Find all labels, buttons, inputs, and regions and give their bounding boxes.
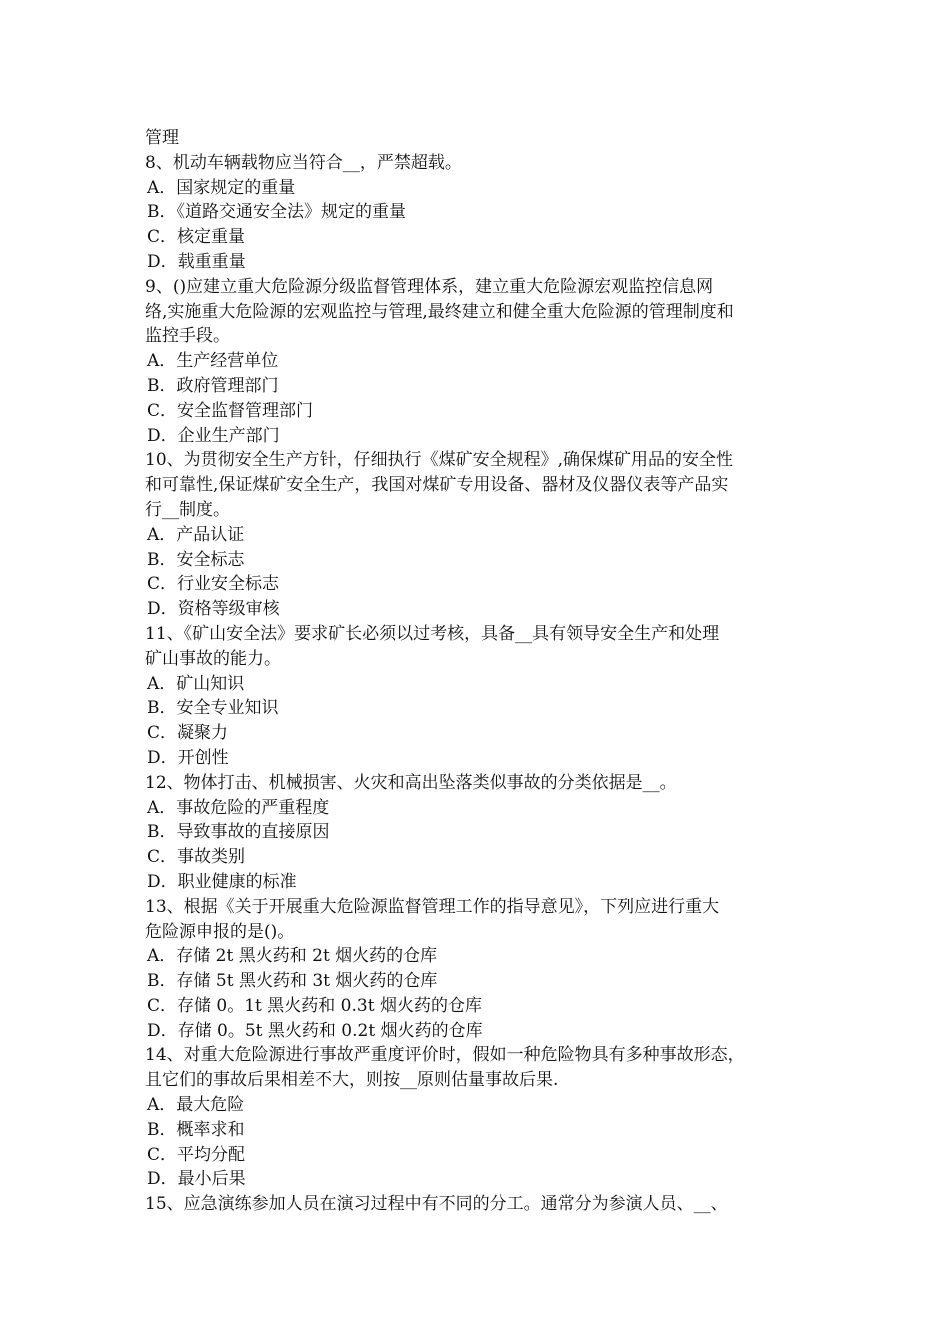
question-8: [145, 151, 810, 275]
question-text-line: 14、对重大危险源进行事故严重度评价时，假如一种危险物具有多种事故形态，: [145, 1045, 745, 1066]
option-a: A．矿山知识: [147, 673, 245, 694]
option-d: D．企业生产部门: [147, 425, 280, 446]
option-a: A．国家规定的重量: [147, 177, 296, 198]
option-d: D．资格等级审核: [147, 599, 280, 620]
question-text-line: 10、为贯彻安全生产方针，仔细执行《煤矿安全规程》,确保煤矿用品的安全性: [145, 450, 734, 471]
option-c: C．事故类别: [147, 847, 246, 868]
option-c: C．安全监督管理部门: [147, 400, 314, 421]
question-text-line: 9、()应建立重大危险源分级监督管理体系，建立重大危险源宏观监控信息网: [145, 276, 714, 297]
question-text: 8、机动车辆载物应当符合__，严禁超载。: [145, 152, 462, 173]
option-d: D．职业健康的标准: [147, 871, 297, 892]
question-15: [145, 1192, 810, 1217]
option-c: C．核定重量: [147, 227, 246, 248]
question-text-line: 危险源申报的是()。: [145, 921, 295, 942]
question-12: [145, 771, 810, 895]
option-b: B．概率求和: [147, 1119, 245, 1140]
option-a: A．存储 2t 黑火药和 2t 烟火药的仓库: [147, 946, 438, 967]
question-text-line: 且它们的事故后果相差不大，则按__原则估量事故后果.: [145, 1070, 559, 1091]
document-page: [145, 126, 810, 1217]
question-text-line: 监控手段。: [145, 326, 230, 347]
question-text-line: 11、《矿山安全法》要求矿长必须以过考核，具备__具有领导安全生产和处理: [145, 623, 720, 644]
question-10: [145, 448, 810, 622]
leading-fragment: 管理: [145, 128, 179, 148]
question-13: [145, 895, 810, 1044]
option-a: A．产品认证: [147, 524, 245, 545]
question-11: [145, 622, 810, 771]
option-c: C．存储 0。1t 黑火药和 0.3t 烟火药的仓库: [147, 995, 482, 1016]
question-text-line: 行__制度。: [145, 499, 230, 520]
question-text-line: 络,实施重大危险源的宏观监控与管理,最终建立和健全重大危险源的管理制度和: [145, 301, 734, 322]
option-a: A．生产经营单位: [147, 351, 279, 372]
option-d: D．开创性: [147, 747, 229, 768]
option-b: B．《道路交通安全法》规定的重量: [147, 202, 406, 223]
question-text-line: 13、根据《关于开展重大危险源监督管理工作的指导意见》，下列应进行重大: [145, 896, 720, 917]
option-a: A．事故危险的严重程度: [147, 797, 330, 818]
option-d: D．存储 0。5t 黑火药和 0.2t 烟火药的仓库: [147, 1020, 483, 1041]
question-text-line: 12、物体打击、机械损害、火灾和高出坠落类似事故的分类依据是__。: [145, 772, 677, 793]
option-b: B．导致事故的直接原因: [147, 822, 330, 843]
option-c: C．凝聚力: [147, 723, 229, 744]
option-d: D．最小后果: [147, 1169, 246, 1190]
option-b: B．安全标志: [147, 549, 245, 570]
option-c: C．行业安全标志: [147, 574, 280, 595]
option-b: B．政府管理部门: [147, 375, 279, 396]
option-b: B．存储 5t 黑火药和 3t 烟火药的仓库: [147, 971, 438, 992]
question-9: [145, 275, 810, 449]
option-d: D．载重重量: [147, 251, 246, 272]
option-c: C．平均分配: [147, 1144, 246, 1165]
question-14: [145, 1043, 810, 1192]
question-text-line: 矿山事故的能力。: [145, 648, 281, 669]
option-b: B．安全专业知识: [147, 698, 279, 719]
question-text-line: 和可靠性,保证煤矿安全生产，我国对煤矿专用设备、器材及仪器仪表等产品实: [145, 475, 729, 496]
option-a: A．最大危险: [147, 1095, 245, 1116]
question-text-line: 15、应急演练参加人员在演习过程中有不同的分工。通常分为参演人员、__、: [145, 1194, 728, 1215]
